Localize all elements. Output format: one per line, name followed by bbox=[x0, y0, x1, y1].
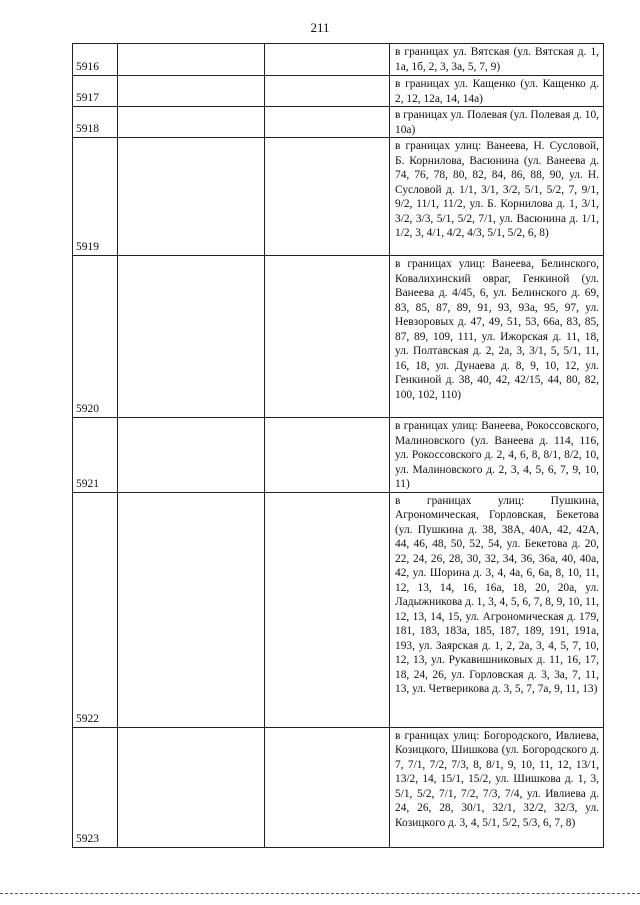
table-row bbox=[73, 76, 604, 107]
district-boundaries: в границах улиц: Ванеева, Белинского, Ковалихинский овраг, Генкиной (ул. Ванеева д. 4/45, 6, ул. Белинского д. 69, 83, 85, 87, 89, 91, 93, 93а, 95, 97, ул. Невзоровых д. 47, 49, 51, 53, 66а, 83, 85, 87, 89, 109, 111, ул. Ижорская д. 11, 18, ул. Полтавская д. 2, 2а, 3, 3/1, 5, 5/1, 11, 16, 18, ул. Дунаева д. 8, 9, 10, 12, ул. Генкиной д. 38, 40, 42, 42/15, 44, 80, 82, 100, 102, 110) bbox=[390, 256, 604, 418]
district-boundaries: в границах улиц: Богородского, Ивлиева, Козицкого, Шишкова (ул. Богородского д. 7, 7/1, 7/2, 7/3, 8, 8/1, 9, 10, 11, 12, 13/1, 13/2, 14, 15/1, 15/2, ул. Шишкова д. 1, 3, 5/1, 5/2, 7/1, 7/2, 7/3, 7/4, ул. Ивлиева д. 24, 26, 28, 30/1, 32/1, 32/2, 32/3, ул. Козицкого д. 3, 4, 5/1, 5/2, 5/3, 6, 7, 8) bbox=[390, 727, 604, 847]
table-row bbox=[73, 727, 604, 847]
empty-cell bbox=[118, 44, 265, 76]
district-boundaries: в границах ул. Кащенко (ул. Кащенко д. 2, 12, 12а, 14, 14а) bbox=[390, 76, 604, 107]
empty-cell bbox=[118, 76, 265, 107]
empty-cell bbox=[118, 256, 265, 418]
district-number: 5917 bbox=[73, 76, 118, 107]
empty-cell bbox=[265, 418, 390, 493]
empty-cell bbox=[265, 727, 390, 847]
table-row bbox=[73, 256, 604, 418]
district-number: 5920 bbox=[73, 256, 118, 418]
empty-cell bbox=[265, 138, 390, 256]
empty-cell bbox=[118, 418, 265, 493]
page-number: 211 bbox=[310, 20, 330, 35]
empty-cell bbox=[265, 492, 390, 727]
district-number: 5916 bbox=[73, 44, 118, 76]
district-boundaries: в границах улиц: Пушкина, Агрономическая, Горловская, Бекетова (ул. Пушкина д. 38, 38А, 40А, 42, 42А, 44, 46, 48, 50, 52, 54, ул. Бекетова д. 20, 22, 24, 26, 28, 30, 32, 34, 36, 36а, 40, 40а, 42, ул. Шорина д. 3, 4, 4а, 6, 6а, 8, 10, 11, 12, 13, 14, 16, 16а, 18, 20, 20а, ул. Ладыжникова д. 1, 3, 4, 5, 6, 7, 8, 9, 10, 11, 12, 13, 14, 15, ул. Агрономическая д. 179, 181, 183, 183а, 185, 187, 189, 191, 191а, 193, ул. Заярская д. 1, 2, 2а, 3, 4, 5, 7, 10, 12, 13, ул. Рукавишниковых д. 11, 16, 17, 18, 24, 26, ул. Горловская д. 3, 3а, 7, 11, 13, ул. Четверикова д. 3, 5, 7, 7а, 9, 11, 13) bbox=[390, 492, 604, 727]
district-boundaries: в границах ул. Вятская (ул. Вятская д. 1, 1а, 1б, 2, 3, 3а, 5, 7, 9) bbox=[390, 44, 604, 76]
empty-cell bbox=[265, 256, 390, 418]
district-boundaries: в границах улиц: Ванеева, Рокоссовского, Малиновского (ул. Ванеева д. 114, 116, ул. Рокоссовского д. 2, 4, 6, 8, 8/1, 8/2, 10, ул. Малиновского д. 2, 3, 4, 5, 6, 7, 9, 10, 11) bbox=[390, 418, 604, 493]
district-number: 5919 bbox=[73, 138, 118, 256]
empty-cell bbox=[118, 138, 265, 256]
page-bottom-rule bbox=[0, 893, 640, 894]
district-boundaries: в границах улиц: Ванеева, Н. Сусловой, Б. Корнилова, Васюнина (ул. Ванеева д. 74, 76, 78, 80, 82, 84, 86, 88, 90, ул. Н. Сусловой д. 1/1, 3/1, 3/2, 5/1, 5/2, 7, 9/1, 9/2, 11/1, 11/2, ул. Б. Корнилова д. 1, 3/1, 3/2, 3/3, 5/1, 5/2, 7/1, ул. Васюнина д. 1/1, 1/2, 3, 4/1, 4/2, 4/3, 5/1, 5/2, 6, 8) bbox=[390, 138, 604, 256]
polling-district-table bbox=[72, 43, 604, 848]
table-row bbox=[73, 44, 604, 76]
district-number: 5922 bbox=[73, 492, 118, 727]
district-number: 5921 bbox=[73, 418, 118, 493]
district-boundaries: в границах ул. Полевая (ул. Полевая д. 10, 10а) bbox=[390, 107, 604, 138]
empty-cell bbox=[118, 727, 265, 847]
empty-cell bbox=[118, 492, 265, 727]
empty-cell bbox=[265, 76, 390, 107]
empty-cell bbox=[265, 44, 390, 76]
district-number: 5923 bbox=[73, 727, 118, 847]
empty-cell bbox=[118, 107, 265, 138]
table-row bbox=[73, 138, 604, 256]
table-row bbox=[73, 107, 604, 138]
table-row bbox=[73, 418, 604, 493]
empty-cell bbox=[265, 107, 390, 138]
district-number: 5918 bbox=[73, 107, 118, 138]
table-row bbox=[73, 492, 604, 727]
